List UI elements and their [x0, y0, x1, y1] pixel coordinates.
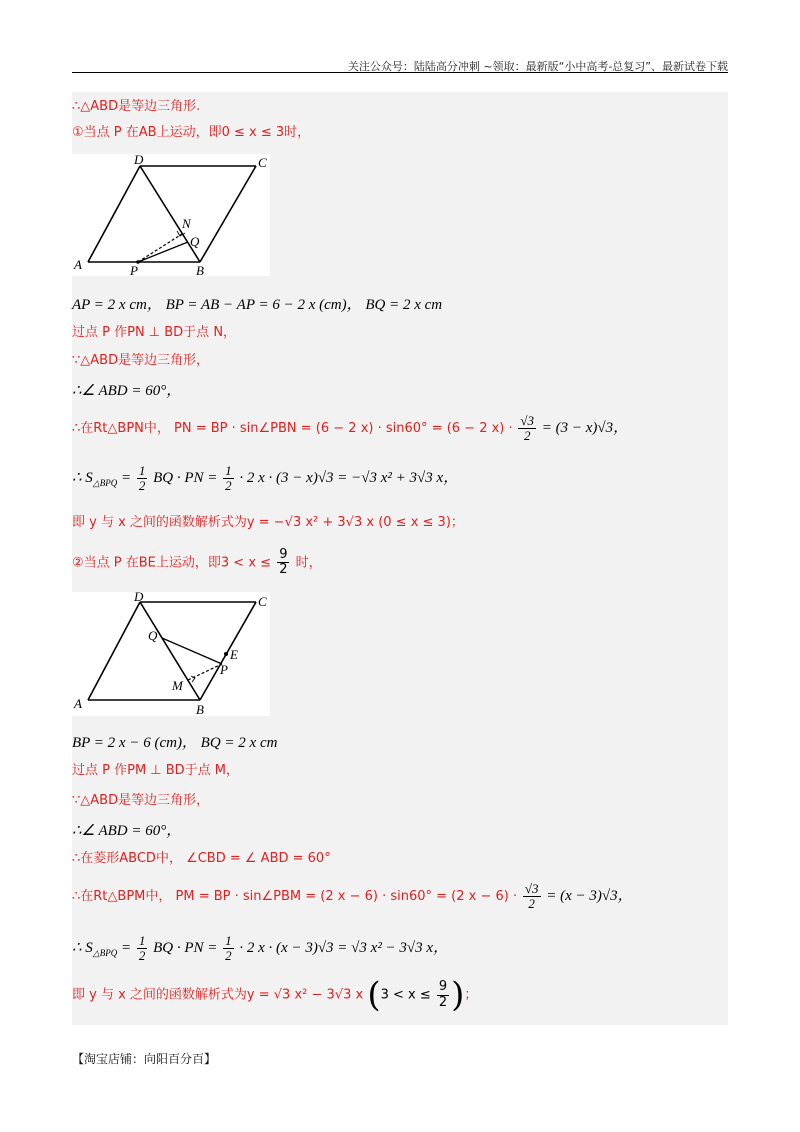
segment-lengths-1: AP = 2 x cm， BP = AB − AP = 6 − 2 x (cm)， BQ = 2 x cm — [72, 297, 443, 313]
conclusion-equilateral: ∴△ABD是等边三角形. — [72, 99, 201, 114]
area-formula-2: ∴ $S_{\triangle BPQ}$ = $\frac{1}{2}$ BQ · PN = $\frac{1}{2}$ · 2 x · (x − 3)√3 = √3 x² − 3√3 x， — [72, 933, 449, 964]
PM-calculation — [72, 882, 633, 912]
since-equilateral-1: ∵△ABD是等边三角形， — [72, 353, 210, 368]
area-subscript: △BPQ — [92, 478, 118, 489]
label-E: E — [230, 647, 238, 662]
fraction-sqrt3-over-2: $\frac{√3}{2}$ — [520, 413, 535, 444]
fraction-half: $\frac{1}{2}$ — [138, 463, 146, 494]
label-D: D — [134, 592, 144, 604]
page-header: 关注公众号：陆陆高分冲刺 ~领取：最新版“小中高考-总复习”、最新试卷下载 — [347, 60, 728, 73]
label-P: P — [220, 662, 228, 677]
PM-calc-text: ∴在Rt△BPM中， PM = BP · sin∠PBM = (2 x − 6) · sin60° = (2 x − 6) · — [72, 889, 518, 905]
fraction-half: $\frac{1}{2}$ — [225, 463, 232, 494]
rhombus-figure-1 — [72, 154, 270, 276]
rhombus-angles: ∴在菱形ABCD中， ∠CBD = ∠ ABD = 60° — [72, 851, 331, 866]
fraction-sqrt3-over-2: $\frac{√3}{2}$ — [524, 881, 539, 912]
label-N: N — [182, 216, 191, 231]
label-D: D — [134, 154, 144, 167]
label-C: C — [258, 594, 267, 609]
area-subscript: △BPQ — [92, 948, 118, 959]
case1-heading: ①当点 P 在AB上运动，即0 ≤ x ≤ 3时， — [72, 125, 311, 140]
case2-heading: ②当点 P 在BE上运动，即3 < x ≤ $\frac{9}{2}$ 时， — [72, 547, 322, 578]
angle-ABD-2: ∴∠ ABD = 60°， — [72, 823, 182, 839]
label-A: A — [74, 257, 82, 272]
label-A: A — [74, 696, 82, 711]
fraction-half: $\frac{1}{2}$ — [225, 933, 232, 964]
PN-result: = (3 − x)√3， — [541, 420, 629, 437]
label-B: B — [196, 263, 204, 276]
label-P: P — [130, 263, 138, 276]
solution-content — [72, 92, 728, 1025]
since-equilateral-2: ∵△ABD是等边三角形， — [72, 793, 210, 808]
construct-PN: 过点 P 作PN ⊥ BD于点 N， — [72, 325, 237, 340]
page-footer: 【淘宝店铺：向阳百分百】 — [72, 1052, 217, 1066]
construct-PM: 过点 P 作PM ⊥ BD于点 M， — [72, 763, 240, 778]
PM-result: = (x − 3)√3， — [546, 888, 633, 905]
fraction-nine-halves: $\frac{9}{2}$ — [279, 547, 288, 578]
PN-calculation — [72, 414, 628, 444]
PN-calc-text: ∴在Rt△BPN中， PN = BP · sin∠PBN = (6 − 2 x) · sin60° = (6 − 2 x) · — [72, 421, 513, 437]
fraction-nine-halves: $\frac{9}{2}$ — [438, 979, 448, 1010]
label-Q: Q — [148, 628, 158, 643]
function-expression-1: 即 y 与 x 之间的函数解析式为y = −√3 x² + 3√3 x (0 ≤ x ≤ 3)； — [72, 515, 464, 530]
label-C: C — [258, 155, 267, 170]
label-B: B — [196, 702, 204, 716]
label-M: M — [172, 678, 183, 693]
header-rule — [72, 72, 728, 73]
fraction-half: $\frac{1}{2}$ — [138, 933, 146, 964]
segment-lengths-2: BP = 2 x − 6 (cm)， BQ = 2 x cm — [72, 735, 278, 751]
function-expression-2: 即 y 与 x 之间的函数解析式为y = √3 x² − 3√3 x (3 < x ≤ $\frac{9}{2}$ )； — [72, 975, 478, 1015]
label-Q: Q — [190, 234, 200, 249]
area-formula-1: ∴ $S_{\triangle BPQ}$ = $\frac{1}{2}$ BQ · PN = $\frac{1}{2}$ · 2 x · (3 − x)√3 = −√3 x² + 3√3 x， — [72, 463, 459, 494]
angle-ABD-1: ∴∠ ABD = 60°， — [72, 383, 182, 399]
rhombus-figure-2 — [72, 592, 270, 716]
